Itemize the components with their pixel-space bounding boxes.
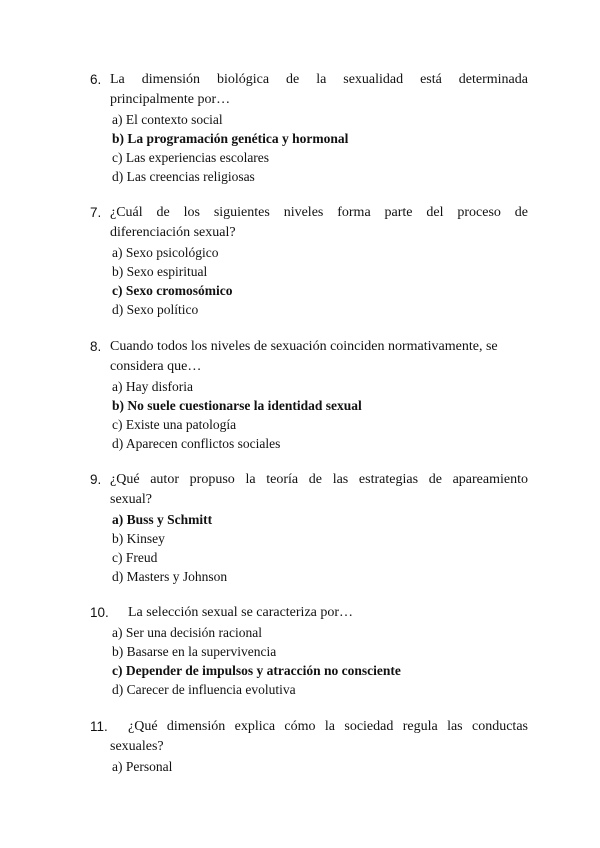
question-stem-line-2: diferenciación sexual? bbox=[110, 225, 236, 240]
option-b: b) Sexo espiritual bbox=[112, 264, 208, 279]
option-a: a) El contexto social bbox=[112, 112, 223, 127]
option-d: d) Masters y Johnson bbox=[112, 569, 228, 584]
option-a: a) Buss y Schmitt bbox=[112, 512, 213, 527]
option-c: c) Sexo cromosómico bbox=[112, 283, 233, 298]
question-stem-line-1: Cuando todos los niveles de sexuación coinciden normativamente, se bbox=[110, 339, 498, 354]
question-stem-line-2: sexuales? bbox=[110, 739, 164, 754]
option-d: d) Las creencias religiosas bbox=[112, 169, 255, 184]
option-a: a) Sexo psicológico bbox=[112, 245, 219, 260]
option-b: b) No suele cuestionarse la identidad sexual bbox=[112, 398, 362, 413]
question-number: 7. bbox=[90, 205, 102, 220]
option-c: c) Freud bbox=[112, 550, 158, 565]
option-d: d) Carecer de influencia evolutiva bbox=[112, 682, 296, 697]
question-stem-line-1: ¿Qué autor propuso la teoría de las estrategias de apareamiento bbox=[110, 472, 528, 487]
option-c: c) Las experiencias escolares bbox=[112, 150, 270, 165]
option-b: b) Basarse en la supervivencia bbox=[112, 644, 277, 659]
option-b: b) La programación genética y hormonal bbox=[112, 131, 349, 146]
question-number: 10. bbox=[90, 605, 109, 620]
question-stem-line-1: ¿Qué dimensión explica cómo la sociedad regula las conductas bbox=[128, 719, 528, 734]
question-stem-line-1: La dimensión biológica de la sexualidad está determinada bbox=[110, 72, 528, 87]
question-number: 11. bbox=[90, 719, 108, 734]
question-stem-line-2: considera que… bbox=[110, 359, 202, 374]
option-d: d) Sexo político bbox=[112, 302, 199, 317]
question-number: 8. bbox=[90, 339, 102, 354]
option-a: a) Ser una decisión racional bbox=[112, 625, 262, 640]
option-d: d) Aparecen conflictos sociales bbox=[112, 436, 281, 451]
question-stem-line-2: sexual? bbox=[110, 492, 152, 507]
question-number: 9. bbox=[90, 472, 102, 487]
option-c: c) Existe una patología bbox=[112, 417, 237, 432]
option-a: a) Personal bbox=[112, 759, 173, 774]
option-b: b) Kinsey bbox=[112, 531, 165, 546]
option-a: a) Hay disforia bbox=[112, 379, 193, 394]
question-stem-line-2: principalmente por… bbox=[110, 92, 231, 107]
question-stem-line-1: La selección sexual se caracteriza por… bbox=[128, 605, 354, 620]
option-c: c) Depender de impulsos y atracción no consciente bbox=[112, 663, 401, 678]
question-stem-line-1: ¿Cuál de los siguientes niveles forma parte del proceso de bbox=[110, 205, 528, 220]
question-number: 6. bbox=[90, 72, 102, 87]
